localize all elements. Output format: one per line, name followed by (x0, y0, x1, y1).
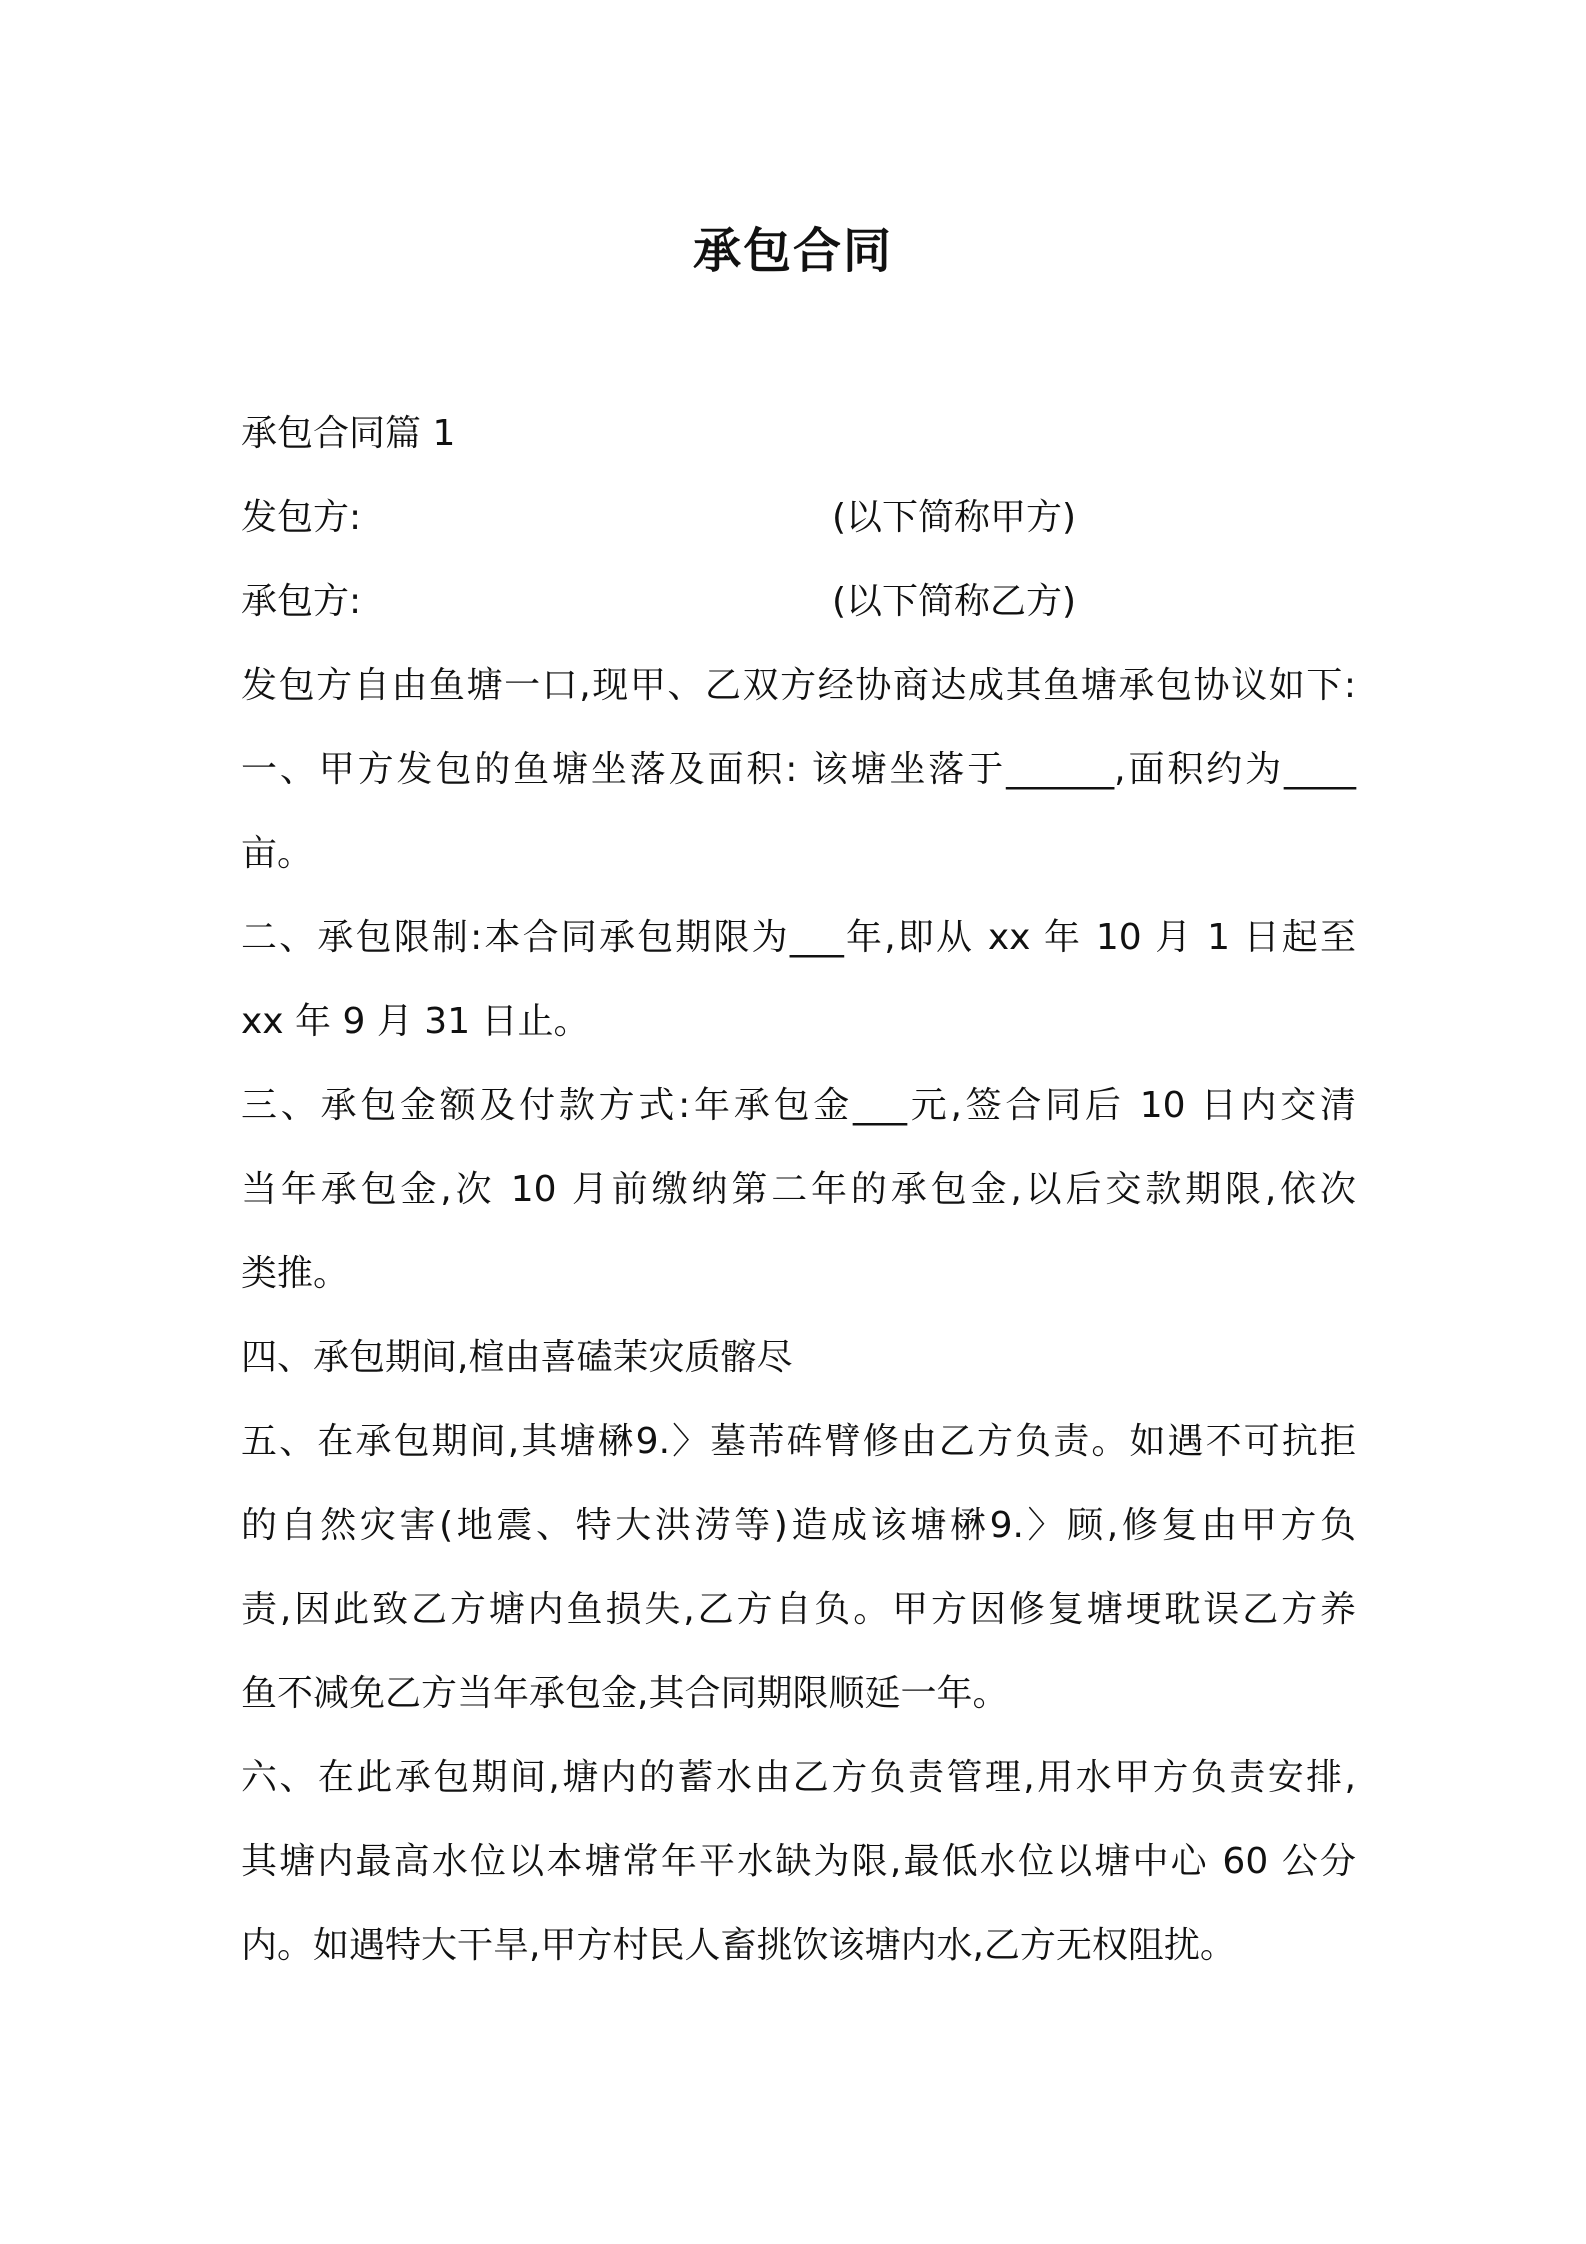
paragraph-line: 三、承包金额及付款方式:年承包金___元,签合同后 10 日内交清 (241, 1085, 1356, 1126)
paragraph-line: 责,因此致乙方塘内鱼损失,乙方自负。甲方因修复塘埂耽误乙方养 (241, 1589, 1356, 1630)
paragraph-line: 内。如遇特大干旱,甲方村民人畜挑饮该塘内水,乙方无权阻扰。 (241, 1925, 1236, 1966)
paragraph-line: 类推。 (241, 1253, 350, 1294)
paragraph-line: 四、承包期间,楦由喜磕茉灾质髂尽 (241, 1337, 793, 1378)
section-heading: 承包合同篇 1 (241, 413, 456, 454)
paragraph-line: 亩。 (241, 833, 314, 874)
paragraph-line: 鱼不减免乙方当年承包金,其合同期限顺延一年。 (241, 1673, 1009, 1714)
party-a-row (241, 494, 1356, 542)
party-a-note: (以下简称甲方) (832, 497, 1077, 538)
paragraph-line: 六、在此承包期间,塘内的蓄水由乙方负责管理,用水甲方负责安排, (241, 1757, 1356, 1798)
party-a-label: 发包方: (241, 497, 362, 538)
party-b-label: 承包方: (241, 581, 362, 622)
paragraph-line: xx 年 9 月 31 日止。 (241, 1001, 590, 1042)
paragraph-line: 发包方自由鱼塘一口,现甲、乙双方经协商达成其鱼塘承包协议如下: (241, 665, 1356, 706)
paragraph-line: 五、在承包期间,其塘楙9.〉墓芾砗臂修由乙方负责。如遇不可抗拒 (241, 1421, 1356, 1462)
paragraph-line: 其塘内最高水位以本塘常年平水缺为限,最低水位以塘中心 60 公分 (241, 1841, 1356, 1882)
paragraph-line: 一、甲方发包的鱼塘坐落及面积: 该塘坐落于______,面积约为____ (241, 749, 1356, 790)
paragraph-line: 的自然灾害(地震、特大洪涝等)造成该塘楙9.〉顾,修复由甲方负 (241, 1505, 1356, 1546)
paragraph-line: 二、承包限制:本合同承包期限为___年,即从 xx 年 10 月 1 日起至 (241, 917, 1356, 958)
party-b-note: (以下简称乙方) (832, 581, 1077, 622)
paragraph-line: 当年承包金,次 10 月前缴纳第二年的承包金,以后交款期限,依次 (241, 1169, 1356, 1210)
document-title: 承包合同 (692, 223, 893, 279)
party-b-row (241, 578, 1356, 626)
